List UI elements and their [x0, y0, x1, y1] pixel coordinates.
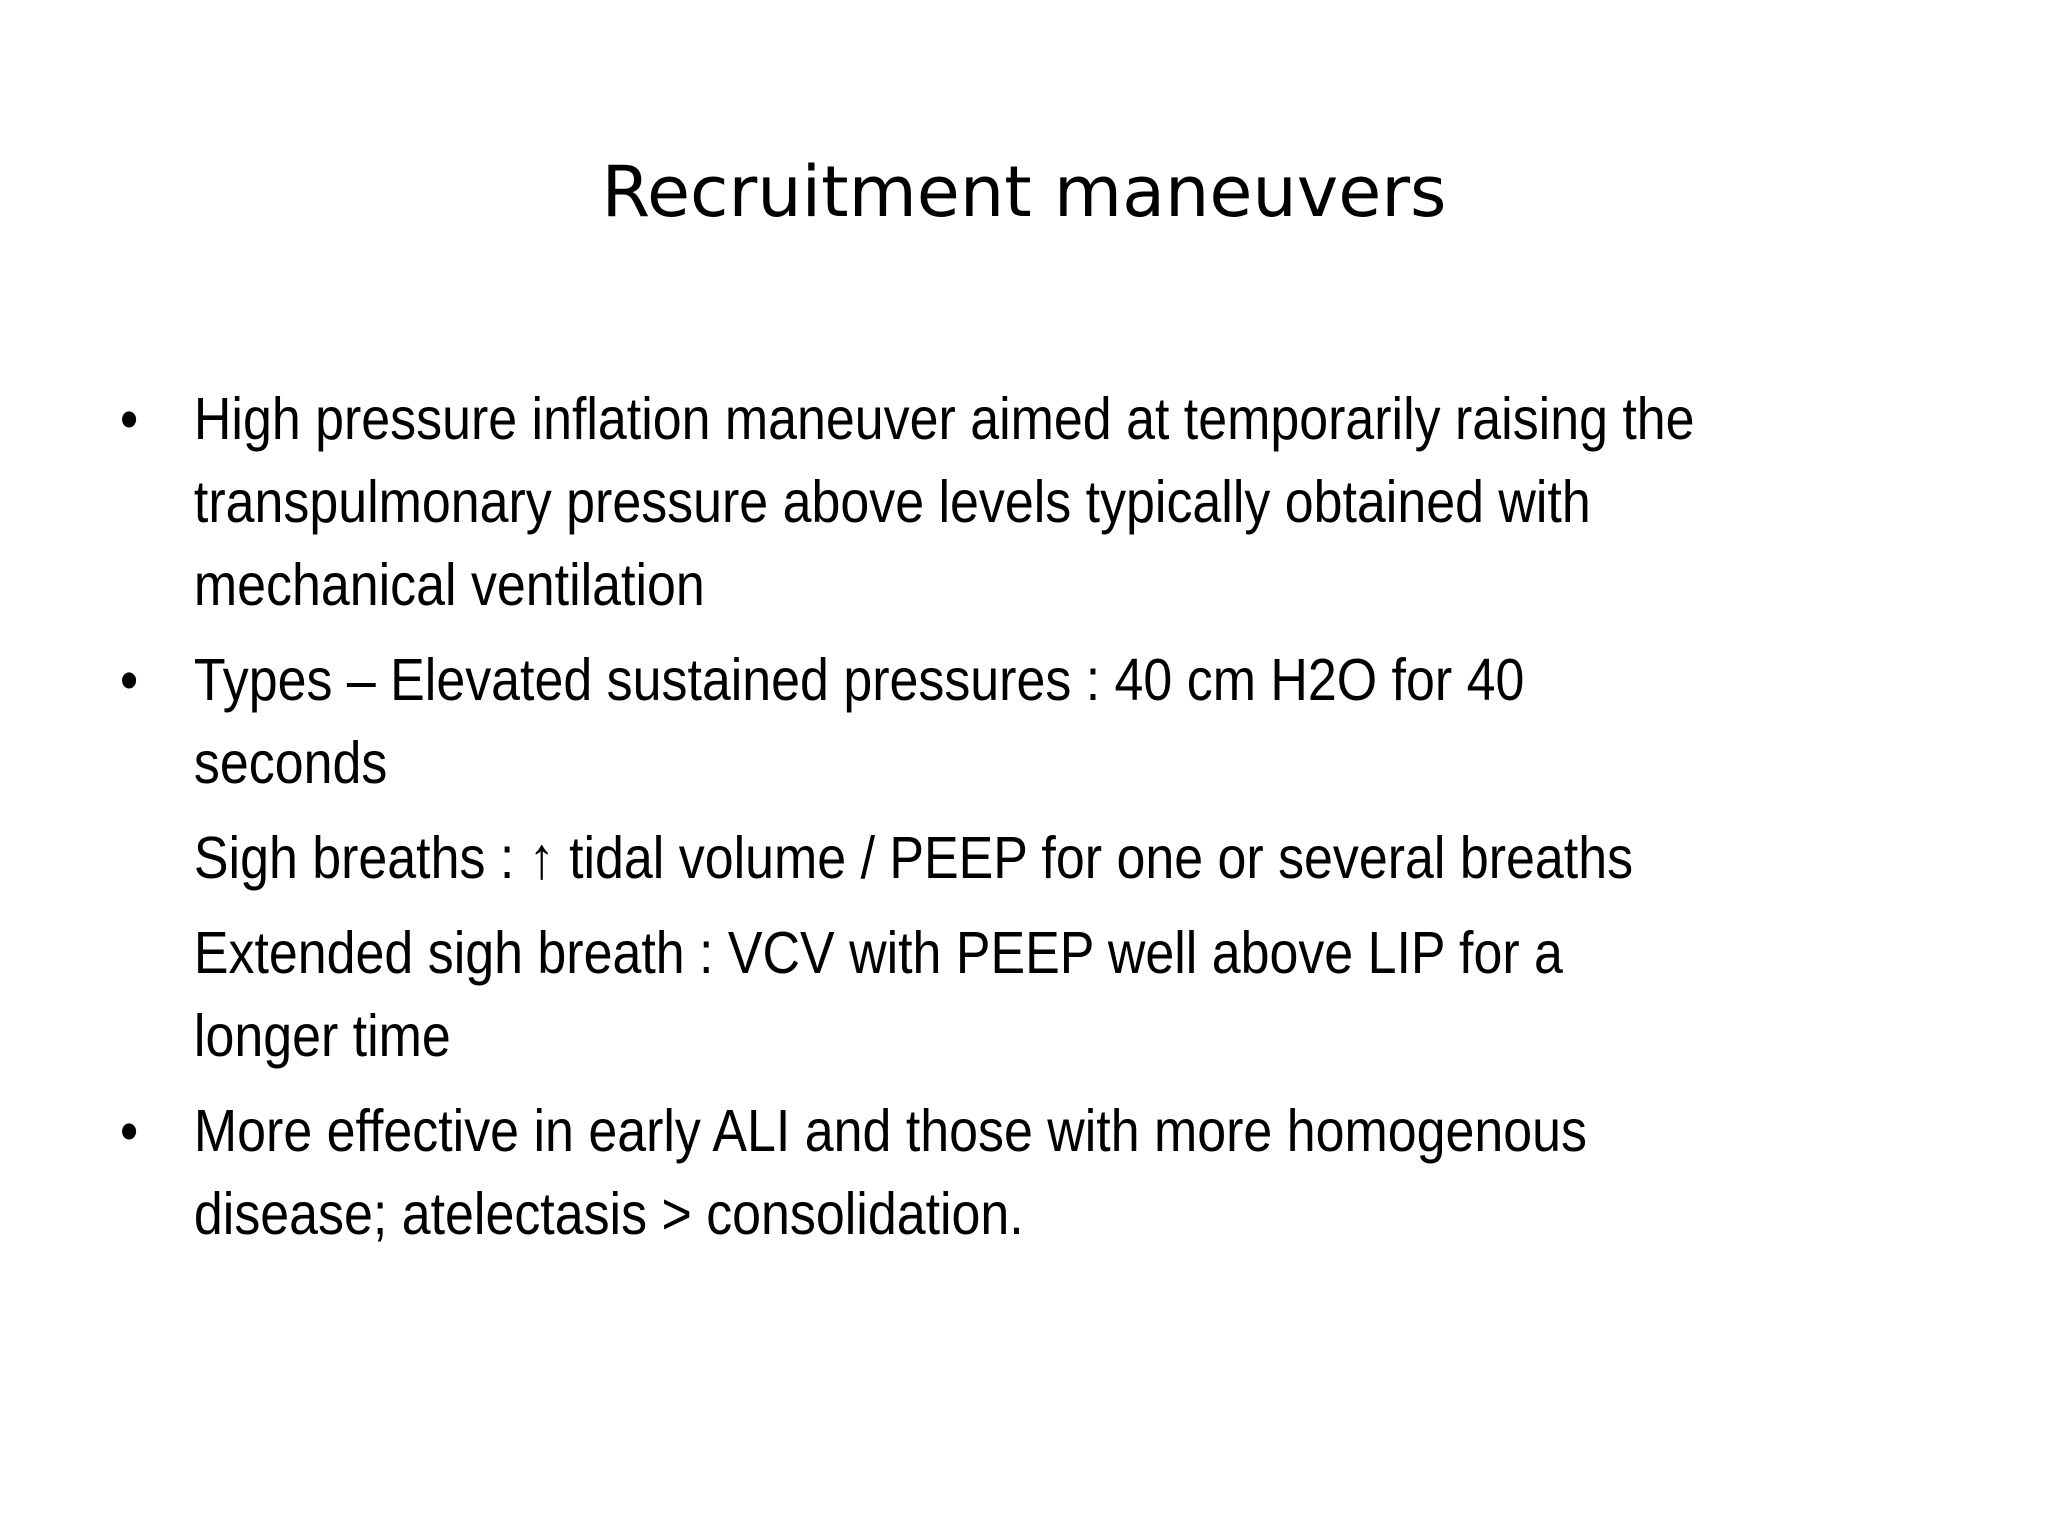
slide-body [120, 378, 1704, 1268]
bullet-icon: • [120, 647, 139, 713]
sub-item [120, 912, 1704, 1078]
bullet-item [120, 378, 1704, 627]
bullet-icon: • [120, 1098, 139, 1164]
bullet-text: Types – Elevated sustained pressures : 40 cm H2O for 40 seconds [193, 647, 1525, 796]
bullet-icon: • [120, 386, 139, 452]
sub-item-text: Sigh breaths : ↑ tidal volume / PEEP for one or several breaths [193, 825, 1634, 891]
bullet-item [120, 639, 1704, 805]
slide-title: Recruitment maneuvers [601, 151, 1447, 233]
bullet-item [120, 1090, 1704, 1256]
bullet-text: More effective in early ALI and those with more homogenous disease; atelectasis > consolidation. [193, 1098, 1587, 1247]
bullet-text: High pressure inflation maneuver aimed at temporarily raising the transpulmonary pressure above levels typically obtained with mechanical ventilation [193, 386, 1695, 618]
sub-item-text: Extended sigh breath : VCV with PEEP well above LIP for a longer time [193, 920, 1563, 1069]
sub-item [120, 817, 1704, 900]
